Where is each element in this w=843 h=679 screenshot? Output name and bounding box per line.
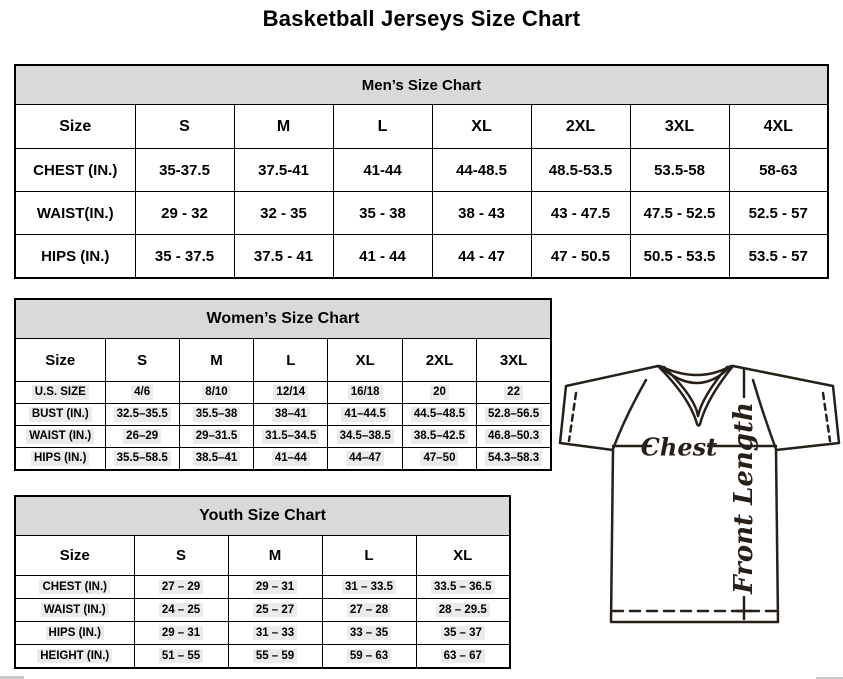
chest-label: Chest (640, 432, 718, 462)
cell: 58-63 (729, 149, 828, 192)
cell: 12/14 (254, 382, 328, 404)
cell: 35.5–58.5 (105, 448, 179, 471)
size-header-cell: L (254, 339, 328, 382)
cell: 8/10 (179, 382, 253, 404)
cell: 53.5 - 57 (729, 235, 828, 279)
table-row (15, 235, 828, 279)
row-label: HIPS (IN.) (15, 622, 134, 645)
table-row (15, 496, 510, 536)
cell: 41–44 (254, 448, 328, 471)
cell: 28 – 29.5 (416, 599, 510, 622)
cell: 27 – 29 (134, 576, 228, 599)
size-header-cell: S (134, 536, 228, 576)
cell: 35 - 38 (333, 192, 432, 235)
size-header-cell: Size (15, 339, 105, 382)
size-header-cell: XL (416, 536, 510, 576)
cell: 33.5 – 36.5 (416, 576, 510, 599)
cell: 43 - 47.5 (531, 192, 630, 235)
cell: 31 – 33 (228, 622, 322, 645)
cell: 41–44.5 (328, 404, 402, 426)
row-label: WAIST (IN.) (15, 426, 105, 448)
cell: 59 – 63 (322, 645, 416, 669)
size-header-cell: L (322, 536, 416, 576)
cell: 35 – 37 (416, 622, 510, 645)
size-header-cell: S (105, 339, 179, 382)
cell: 47 - 50.5 (531, 235, 630, 279)
cell: 63 – 67 (416, 645, 510, 669)
womens-table-title: Women’s Size Chart (15, 299, 551, 339)
table-row (15, 645, 510, 669)
cell: 38 - 43 (432, 192, 531, 235)
table-row (15, 576, 510, 599)
cell: 38–41 (254, 404, 328, 426)
table-row (15, 149, 828, 192)
cell: 41-44 (333, 149, 432, 192)
size-header-cell: 4XL (729, 105, 828, 149)
cell: 34.5–38.5 (328, 426, 402, 448)
size-header-cell: S (135, 105, 234, 149)
cell: 35 - 37.5 (135, 235, 234, 279)
youth-table-title: Youth Size Chart (15, 496, 510, 536)
size-header-cell: XL (328, 339, 402, 382)
table-row (15, 426, 551, 448)
youth-size-chart-table (14, 495, 511, 669)
cell: 24 – 25 (134, 599, 228, 622)
left-cuff-dashed-line (569, 393, 576, 441)
row-label: CHEST (IN.) (15, 149, 135, 192)
cell: 52.8–56.5 (477, 404, 551, 426)
cell: 48.5-53.5 (531, 149, 630, 192)
cell: 25 – 27 (228, 599, 322, 622)
table-row (15, 622, 510, 645)
size-header-cell: Size (15, 105, 135, 149)
size-header-cell: M (228, 536, 322, 576)
front-length-label: Front Length (729, 402, 759, 594)
cell: 29 - 32 (135, 192, 234, 235)
jersey-outline (560, 366, 839, 622)
size-header-cell: M (234, 105, 333, 149)
cell: 44.5–48.5 (402, 404, 476, 426)
row-label: HIPS (IN.) (15, 235, 135, 279)
cell: 29 – 31 (228, 576, 322, 599)
cell: 55 – 59 (228, 645, 322, 669)
cell: 44–47 (328, 448, 402, 471)
cell: 51 – 55 (134, 645, 228, 669)
cell: 26–29 (105, 426, 179, 448)
cell: 38.5–42.5 (402, 426, 476, 448)
table-row (15, 382, 551, 404)
table-row (15, 339, 551, 382)
cell: 4/6 (105, 382, 179, 404)
size-header-cell: M (179, 339, 253, 382)
cell: 47.5 - 52.5 (630, 192, 729, 235)
cell: 16/18 (328, 382, 402, 404)
size-header-cell: 3XL (630, 105, 729, 149)
cell: 52.5 - 57 (729, 192, 828, 235)
cell: 38.5–41 (179, 448, 253, 471)
mens-size-chart-table (14, 64, 829, 279)
cell: 54.3–58.3 (477, 448, 551, 471)
table-row (15, 105, 828, 149)
cell: 31.5–34.5 (254, 426, 328, 448)
size-header-cell: Size (15, 536, 134, 576)
cell: 32 - 35 (234, 192, 333, 235)
table-row (15, 65, 828, 105)
cell: 29 – 31 (134, 622, 228, 645)
table-row (15, 448, 551, 471)
table-row (15, 599, 510, 622)
cell: 53.5-58 (630, 149, 729, 192)
row-label: HEIGHT (IN.) (15, 645, 134, 669)
cell: 27 – 28 (322, 599, 416, 622)
cell: 33 – 35 (322, 622, 416, 645)
cell: 31 – 33.5 (322, 576, 416, 599)
cell: 47–50 (402, 448, 476, 471)
cell: 29–31.5 (179, 426, 253, 448)
row-label: WAIST(IN.) (15, 192, 135, 235)
size-header-cell: XL (432, 105, 531, 149)
row-label: BUST (IN.) (15, 404, 105, 426)
cell: 37.5 - 41 (234, 235, 333, 279)
cell: 32.5–35.5 (105, 404, 179, 426)
shaded-text: U.S. SIZE (32, 385, 89, 399)
mens-table-title: Men’s Size Chart (15, 65, 828, 105)
size-header-cell: 3XL (477, 339, 551, 382)
table-row (15, 536, 510, 576)
table-row (15, 192, 828, 235)
size-header-cell: 2XL (531, 105, 630, 149)
cell: 35-37.5 (135, 149, 234, 192)
row-label: HIPS (IN.) (15, 448, 105, 471)
womens-size-chart-table (14, 298, 552, 471)
row-label (15, 382, 105, 404)
right-cuff-dashed-line (823, 393, 830, 441)
cell: 22 (477, 382, 551, 404)
jersey-measurement-diagram (556, 353, 843, 653)
cell: 41 - 44 (333, 235, 432, 279)
page-title: Basketball Jerseys Size Chart (262, 6, 581, 31)
cell: 50.5 - 53.5 (630, 235, 729, 279)
cell: 37.5-41 (234, 149, 333, 192)
size-header-cell: L (333, 105, 432, 149)
table-row (15, 404, 551, 426)
row-label: WAIST (IN.) (15, 599, 134, 622)
cell: 44-48.5 (432, 149, 531, 192)
size-header-cell: 2XL (402, 339, 476, 382)
table-row (15, 299, 551, 339)
cell: 35.5–38 (179, 404, 253, 426)
cell: 46.8–50.3 (477, 426, 551, 448)
row-label: CHEST (IN.) (15, 576, 134, 599)
cell: 44 - 47 (432, 235, 531, 279)
cell: 20 (402, 382, 476, 404)
